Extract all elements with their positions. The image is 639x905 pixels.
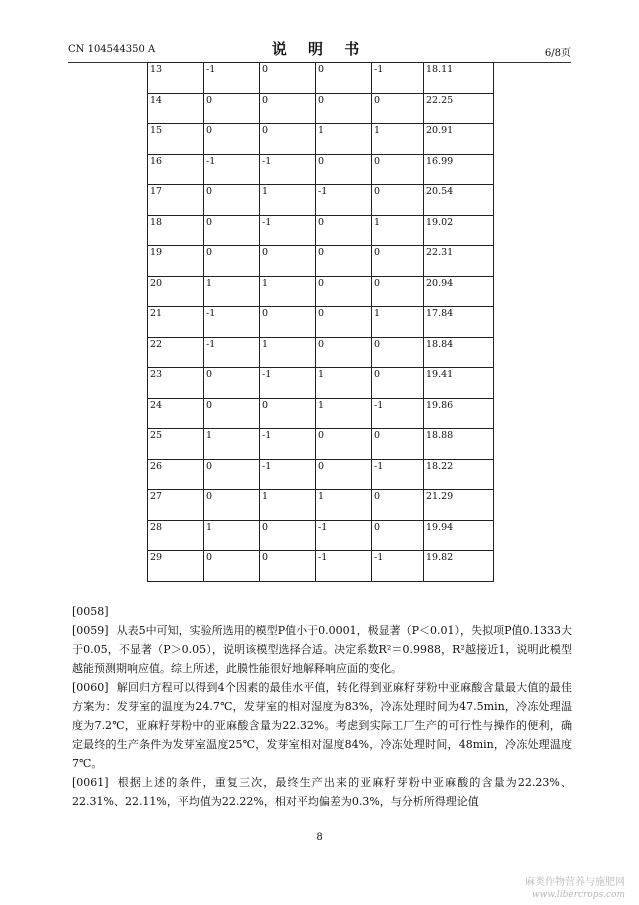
factor-level-cell: -1 (316, 520, 372, 551)
factor-level-cell: 1 (316, 124, 372, 155)
table-row (148, 185, 494, 216)
response-value-cell: 18.88 (424, 429, 494, 460)
factor-level-cell: -1 (204, 154, 260, 185)
factor-level-cell: -1 (372, 459, 424, 490)
response-value-cell: 20.94 (424, 276, 494, 307)
table-row (148, 551, 494, 582)
body-paragraphs (72, 602, 572, 811)
response-value-cell: 16.99 (424, 154, 494, 185)
patent-number: CN 104544350 A (68, 44, 156, 55)
table-body (148, 63, 494, 582)
run-number-cell: 15 (148, 124, 204, 155)
factor-level-cell: 0 (372, 185, 424, 216)
table-row (148, 93, 494, 124)
factor-level-cell: 0 (372, 429, 424, 460)
factor-level-cell: 1 (260, 337, 316, 368)
factor-level-cell: 0 (372, 490, 424, 521)
table-row (148, 459, 494, 490)
table-row (148, 246, 494, 277)
factor-level-cell: 1 (316, 368, 372, 399)
factor-level-cell: 0 (372, 276, 424, 307)
run-number-cell: 24 (148, 398, 204, 429)
factor-level-cell: 0 (316, 63, 372, 94)
factor-level-cell: 0 (204, 185, 260, 216)
factor-level-cell: -1 (204, 63, 260, 94)
factor-level-cell: 0 (204, 368, 260, 399)
document-title: 说 明 书 (271, 40, 368, 58)
paragraph (72, 773, 572, 811)
factor-level-cell: 0 (204, 551, 260, 582)
table-row (148, 368, 494, 399)
run-number-cell: 25 (148, 429, 204, 460)
factor-level-cell: 0 (316, 276, 372, 307)
factor-level-cell: 0 (204, 459, 260, 490)
factor-level-cell: -1 (372, 551, 424, 582)
factor-level-cell: 0 (260, 307, 316, 338)
table-row (148, 154, 494, 185)
run-number-cell: 23 (148, 368, 204, 399)
factor-level-cell: -1 (316, 551, 372, 582)
table-row (148, 520, 494, 551)
factor-level-cell: -1 (316, 185, 372, 216)
paragraph-number: [0058] (72, 605, 109, 618)
table-row (148, 307, 494, 338)
factor-level-cell: -1 (372, 63, 424, 94)
factor-level-cell: 1 (204, 276, 260, 307)
factor-level-cell: 0 (316, 154, 372, 185)
table-row (148, 124, 494, 155)
response-value-cell: 19.94 (424, 520, 494, 551)
factor-level-cell: 0 (260, 246, 316, 277)
experiment-results-table (147, 62, 494, 582)
factor-level-cell: 0 (316, 215, 372, 246)
factor-level-cell: 0 (260, 93, 316, 124)
factor-level-cell: 0 (260, 398, 316, 429)
factor-level-cell: 1 (204, 520, 260, 551)
factor-level-cell: 0 (372, 520, 424, 551)
paragraph (72, 678, 572, 773)
factor-level-cell: 0 (372, 154, 424, 185)
run-number-cell: 21 (148, 307, 204, 338)
response-value-cell: 20.54 (424, 185, 494, 216)
response-value-cell: 22.31 (424, 246, 494, 277)
factor-level-cell: 0 (316, 307, 372, 338)
table-row (148, 490, 494, 521)
paragraph-text: 解回归方程可以得到4个因素的最佳水平值，转化得到亚麻籽芽粉中亚麻酸含量最大值的最佳方案为：发芽室的温度为24.7℃，发芽室的相对湿度为83%，冷冻处理时间为47.5min，冷冻处理温度为7.2℃，亚麻籽芽粉中的亚麻酸含量为22.32%。考虑到实际工厂生产的可行性与操作的便利，确定最终的生产条件为发芽室温度25℃，发芽室相对湿度84%，冷冻处理时间，48min，冷冻处理温度7℃。 (72, 681, 572, 770)
factor-level-cell: 0 (372, 93, 424, 124)
table-row (148, 276, 494, 307)
run-number-cell: 13 (148, 63, 204, 94)
response-value-cell: 17.84 (424, 307, 494, 338)
response-value-cell: 18.22 (424, 459, 494, 490)
response-value-cell: 18.84 (424, 337, 494, 368)
page-number: 8 (316, 832, 323, 843)
run-number-cell: 26 (148, 459, 204, 490)
response-value-cell: 21.29 (424, 490, 494, 521)
factor-level-cell: -1 (260, 429, 316, 460)
factor-level-cell: -1 (260, 154, 316, 185)
paragraph-text: 从表5中可知，实验所选用的模型P值小于0.0001，极显著（P＜0.01），失拟项P值0.1333大于0.05，不显著（P＞0.05），说明该模型选择合适。决定系数R²＝0.9988，R²越接近1，说明此模型越能预测期响应值。综上所述，此膜性能很好地解释响应面的变化。 (72, 624, 572, 675)
response-value-cell: 19.82 (424, 551, 494, 582)
page-indicator: 6/8页 (544, 48, 571, 59)
run-number-cell: 17 (148, 185, 204, 216)
paragraph-text: 根据上述的条件，重复三次，最终生产出来的亚麻籽芽粉中亚麻酸的含量为22.23%、22.31%、22.11%，平均值为22.22%，相对平均偏差为0.3%，与分析所得理论值 (72, 776, 572, 808)
run-number-cell: 27 (148, 490, 204, 521)
factor-level-cell: 0 (260, 63, 316, 94)
factor-level-cell: 1 (316, 398, 372, 429)
run-number-cell: 14 (148, 93, 204, 124)
response-value-cell: 19.86 (424, 398, 494, 429)
response-value-cell: 22.25 (424, 93, 494, 124)
run-number-cell: 19 (148, 246, 204, 277)
factor-level-cell: 1 (316, 490, 372, 521)
run-number-cell: 16 (148, 154, 204, 185)
factor-level-cell: 1 (260, 185, 316, 216)
watermark-url: www.libercrops.com (531, 890, 625, 900)
watermark-cn: 麻类作物营养与施肥网 (525, 877, 625, 888)
factor-level-cell: 0 (316, 246, 372, 277)
factor-level-cell: 0 (316, 459, 372, 490)
factor-level-cell: -1 (204, 307, 260, 338)
factor-level-cell: 1 (260, 276, 316, 307)
factor-level-cell: 0 (204, 246, 260, 277)
paragraph-number: [0059] (72, 624, 109, 637)
response-value-cell: 19.02 (424, 215, 494, 246)
factor-level-cell: -1 (260, 215, 316, 246)
factor-level-cell: 0 (260, 551, 316, 582)
run-number-cell: 28 (148, 520, 204, 551)
factor-level-cell: 0 (204, 93, 260, 124)
run-number-cell: 22 (148, 337, 204, 368)
factor-level-cell: 0 (316, 429, 372, 460)
factor-level-cell: 1 (372, 307, 424, 338)
page-header (68, 38, 571, 63)
factor-level-cell: 0 (260, 124, 316, 155)
run-number-cell: 18 (148, 215, 204, 246)
paragraph (72, 621, 572, 678)
factor-level-cell: 0 (372, 368, 424, 399)
table-row (148, 215, 494, 246)
table-row (148, 429, 494, 460)
factor-level-cell: 0 (372, 246, 424, 277)
factor-level-cell: 0 (204, 215, 260, 246)
factor-level-cell: 0 (372, 337, 424, 368)
factor-level-cell: -1 (204, 337, 260, 368)
paragraph-number: [0061] (72, 776, 109, 789)
factor-level-cell: 1 (204, 429, 260, 460)
table-row (148, 63, 494, 94)
response-value-cell: 20.91 (424, 124, 494, 155)
factor-level-cell: 1 (260, 490, 316, 521)
table-row (148, 337, 494, 368)
factor-level-cell: -1 (260, 368, 316, 399)
factor-level-cell: -1 (372, 398, 424, 429)
site-watermark (525, 877, 625, 901)
paragraph (72, 602, 572, 621)
run-number-cell: 20 (148, 276, 204, 307)
factor-level-cell: 1 (372, 215, 424, 246)
factor-level-cell: -1 (260, 459, 316, 490)
response-value-cell: 19.41 (424, 368, 494, 399)
factor-level-cell: 1 (372, 124, 424, 155)
factor-level-cell: 0 (204, 124, 260, 155)
response-value-cell: 18.11 (424, 63, 494, 94)
paragraph-number: [0060] (72, 681, 109, 694)
factor-level-cell: 0 (204, 398, 260, 429)
table-row (148, 398, 494, 429)
run-number-cell: 29 (148, 551, 204, 582)
factor-level-cell: 0 (316, 93, 372, 124)
factor-level-cell: 0 (260, 520, 316, 551)
factor-level-cell: 0 (204, 490, 260, 521)
factor-level-cell: 0 (316, 337, 372, 368)
